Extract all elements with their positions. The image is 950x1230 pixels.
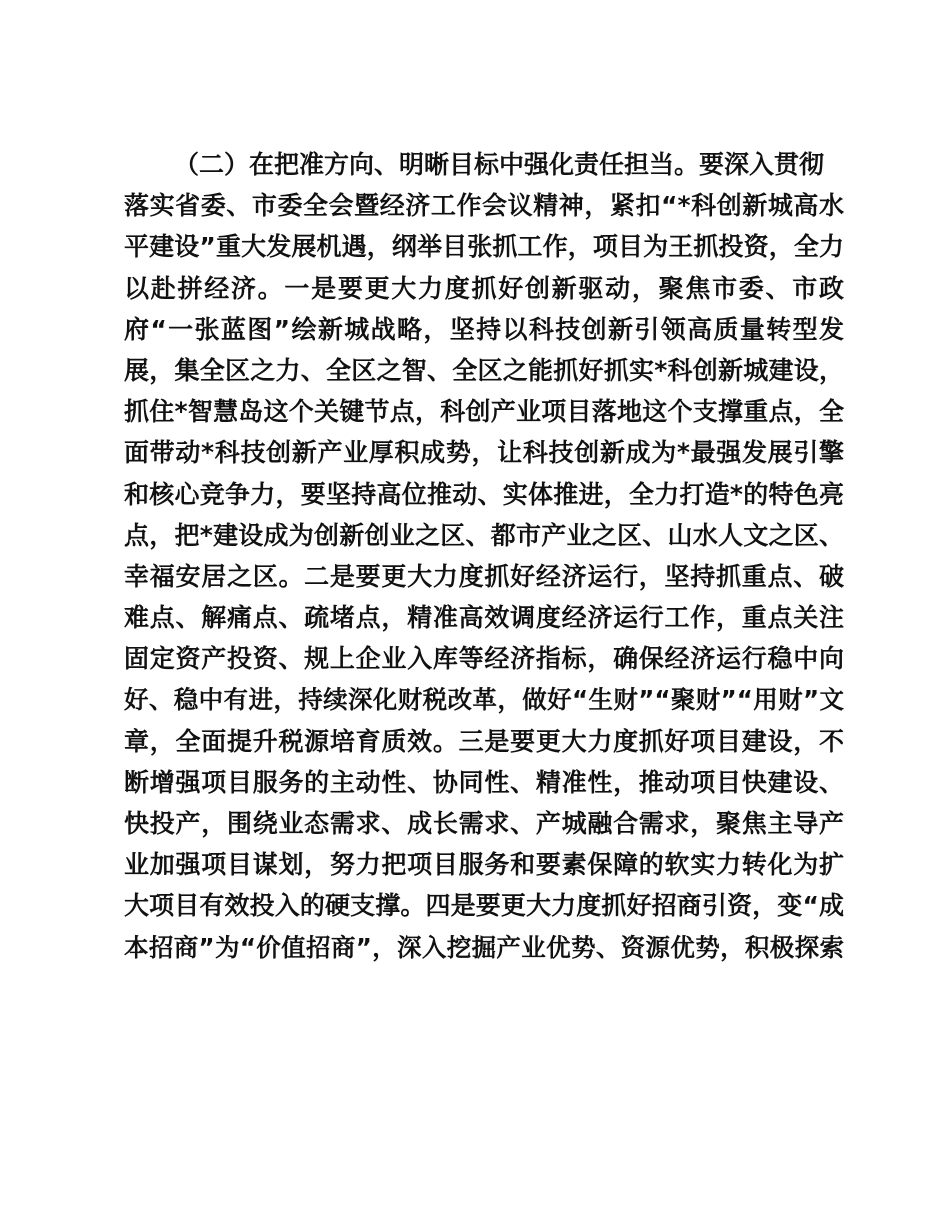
paragraph-line: 章，全面提升税源培育质效。三是要更大力度抓好项目建设，不 (124, 726, 844, 756)
paragraph-line: 固定资产投资、规上企业入库等经济指标，确保经济运行稳中向 (124, 644, 844, 674)
paragraph-line: 和核心竞争力，要坚持高位推动、实体推进，全力打造*的特色亮 (124, 479, 844, 509)
paragraph-line: 大项目有效投入的硬支撑。四是要更大力度抓好招商引资，变“成 (124, 891, 844, 921)
body-paragraph (124, 144, 844, 968)
paragraph-line: 业加强项目谋划，努力把项目服务和要素保障的软实力转化为扩 (124, 850, 844, 880)
paragraph-line: 府“一张蓝图”绘新城战略，坚持以科技创新引领高质量转型发 (124, 314, 844, 344)
paragraph-line: 落实省委、市委全会暨经济工作会议精神，紧扣“*科创新城高水 (124, 191, 844, 221)
paragraph-line: 断增强项目服务的主动性、协同性、精准性，推动项目快建设、 (124, 767, 844, 797)
paragraph-line: 面带动*科技创新产业厚积成势，让科技创新成为*最强发展引擎 (124, 438, 844, 468)
paragraph-line: 幸福安居之区。二是要更大力度抓好经济运行，坚持抓重点、破 (124, 561, 844, 591)
paragraph-line: 本招商”为“价值招商”，深入挖掘产业优势、资源优势，积极探索 (124, 932, 844, 962)
paragraph-line: 好、稳中有进，持续深化财税改革，做好“生财”“聚财”“用财”文 (124, 685, 844, 715)
paragraph-line: （二）在把准方向、明晰目标中强化责任担当。要深入贯彻 (174, 150, 825, 179)
paragraph-line: 点，把*建设成为创新创业之区、都市产业之区、山水人文之区、 (124, 520, 844, 550)
paragraph-line: 展，集全区之力、全区之智、全区之能抓好抓实*科创新城建设， (124, 355, 844, 385)
paragraph-line: 快投产，围绕业态需求、成长需求、产城融合需求，聚焦主导产 (124, 809, 844, 838)
paragraph-line: 平建设”重大发展机遇，纲举目张抓工作，项目为王抓投资，全力 (124, 232, 844, 262)
paragraph-line: 难点、解痛点、疏堵点，精准高效调度经济运行工作，重点关注 (124, 603, 844, 633)
paragraph-line: 抓住*智慧岛这个关键节点，科创产业项目落地这个支撑重点，全 (124, 397, 844, 427)
paragraph-line: 以赴拼经济。一是要更大力度抓好创新驱动，聚焦市委、市政 (124, 273, 844, 303)
